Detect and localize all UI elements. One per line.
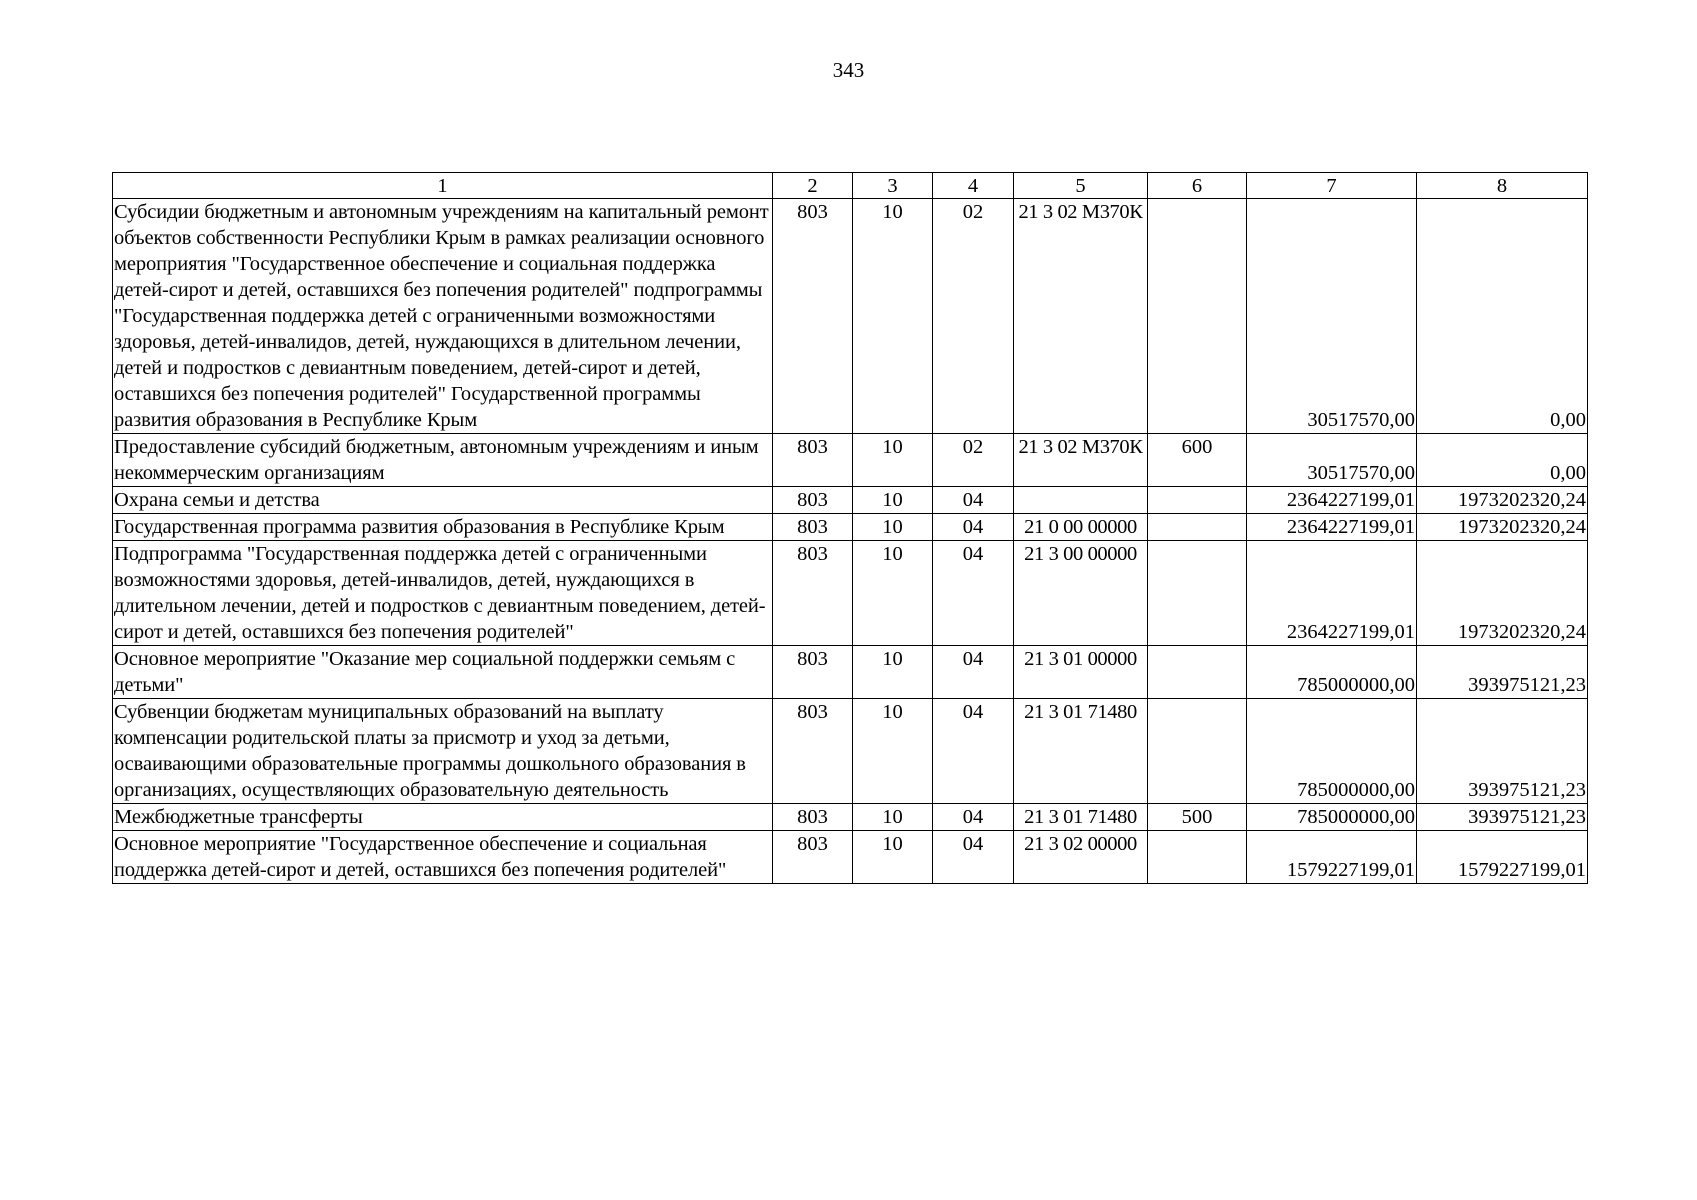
amount-col-8: 1973202320,24 [1417,514,1588,541]
amount-col-8: 393975121,23 [1417,646,1588,699]
row-name: Основное мероприятие "Оказание мер социальной поддержки семьям с детьми" [113,646,773,699]
row-name: Предоставление субсидий бюджетным, автономным учреждениям и иным некоммерческим организациям [113,434,773,487]
section-code: 10 [853,646,933,699]
table-row [113,487,1588,514]
section-code: 10 [853,514,933,541]
ministry-code: 803 [773,199,853,434]
subsection-code: 04 [933,541,1014,646]
subsection-code: 02 [933,434,1014,487]
target-article-code: 21 3 01 00000 [1014,646,1148,699]
target-article-code: 21 3 02 М370К [1014,199,1148,434]
amount-col-8: 1973202320,24 [1417,487,1588,514]
expense-type-code [1148,699,1247,804]
row-name: Охрана семьи и детства [113,487,773,514]
target-article-code [1014,487,1148,514]
target-article-code: 21 3 02 М370К [1014,434,1148,487]
ministry-code: 803 [773,541,853,646]
table-row [113,434,1588,487]
ministry-code: 803 [773,804,853,831]
expense-type-code [1148,646,1247,699]
section-code: 10 [853,434,933,487]
subsection-code: 04 [933,699,1014,804]
table-row [113,514,1588,541]
header-row [113,173,1588,199]
column-header-7: 7 [1247,173,1417,199]
column-header-5: 5 [1014,173,1148,199]
subsection-code: 04 [933,514,1014,541]
table-row [113,646,1588,699]
page-number: 343 [832,58,865,82]
ministry-code: 803 [773,487,853,514]
expense-type-code [1148,199,1247,434]
table-row [113,699,1588,804]
subsection-code: 04 [933,487,1014,514]
expense-type-code [1148,541,1247,646]
amount-col-7: 785000000,00 [1247,699,1417,804]
column-header-3: 3 [853,173,933,199]
amount-col-8: 0,00 [1417,434,1588,487]
subsection-code: 02 [933,199,1014,434]
section-code: 10 [853,541,933,646]
target-article-code: 21 3 02 00000 [1014,831,1148,884]
section-code: 10 [853,487,933,514]
amount-col-8: 0,00 [1417,199,1588,434]
expense-type-code [1148,514,1247,541]
budget-table [112,172,1588,884]
amount-col-7: 785000000,00 [1247,646,1417,699]
ministry-code: 803 [773,434,853,487]
target-article-code: 21 3 01 71480 [1014,699,1148,804]
amount-col-7: 30517570,00 [1247,434,1417,487]
target-article-code: 21 3 01 71480 [1014,804,1148,831]
amount-col-8: 1579227199,01 [1417,831,1588,884]
table-row [113,804,1588,831]
column-header-2: 2 [773,173,853,199]
row-name: Субсидии бюджетным и автономным учреждениям на капитальный ремонт объектов собственности Республики Крым в рамках реализации основного мероприятия "Государственное обеспечение и социальная поддержка детей-сирот и детей, оставшихся без попечения родителей" подпрограммы "Государственная поддержка детей с ограниченными возможностями здоровья, детей-инвалидов, детей, нуждающихся в длительном лечении, детей и подростков с девиантным поведением, детей-сирот и детей, оставшихся без попечения родителей" Государственной программы развития образования в Республике Крым [113,199,773,434]
target-article-code: 21 3 00 00000 [1014,541,1148,646]
expense-type-code [1148,831,1247,884]
expense-type-code [1148,487,1247,514]
ministry-code: 803 [773,831,853,884]
amount-col-7: 30517570,00 [1247,199,1417,434]
section-code: 10 [853,699,933,804]
subsection-code: 04 [933,646,1014,699]
amount-col-8: 393975121,23 [1417,804,1588,831]
amount-col-7: 2364227199,01 [1247,514,1417,541]
ministry-code: 803 [773,646,853,699]
column-header-1: 1 [113,173,773,199]
ministry-code: 803 [773,699,853,804]
section-code: 10 [853,831,933,884]
row-name: Подпрограмма "Государственная поддержка детей с ограниченными возможностями здоровья, детей-инвалидов, детей, нуждающихся в длительном лечении, детей и подростков с девиантным поведением, детей-сирот и детей, оставшихся без попечения родителей" [113,541,773,646]
table-row [113,831,1588,884]
amount-col-8: 393975121,23 [1417,699,1588,804]
row-name: Основное мероприятие "Государственное обеспечение и социальная поддержка детей-сирот и детей, оставшихся без попечения родителей" [113,831,773,884]
row-name: Субвенции бюджетам муниципальных образований на выплату компенсации родительской платы за присмотр и уход за детьми, осваивающими образовательные программы дошкольного образования в организациях, осуществляющих образовательную деятельность [113,699,773,804]
table-row [113,541,1588,646]
target-article-code: 21 0 00 00000 [1014,514,1148,541]
column-header-6: 6 [1148,173,1247,199]
amount-col-7: 1579227199,01 [1247,831,1417,884]
section-code: 10 [853,804,933,831]
ministry-code: 803 [773,514,853,541]
amount-col-7: 785000000,00 [1247,804,1417,831]
column-header-8: 8 [1417,173,1588,199]
row-name: Межбюджетные трансферты [113,804,773,831]
amount-col-7: 2364227199,01 [1247,541,1417,646]
subsection-code: 04 [933,804,1014,831]
amount-col-7: 2364227199,01 [1247,487,1417,514]
section-code: 10 [853,199,933,434]
table-row [113,199,1588,434]
expense-type-code: 600 [1148,434,1247,487]
amount-col-8: 1973202320,24 [1417,541,1588,646]
row-name: Государственная программа развития образования в Республике Крым [113,514,773,541]
column-header-4: 4 [933,173,1014,199]
subsection-code: 04 [933,831,1014,884]
expense-type-code: 500 [1148,804,1247,831]
